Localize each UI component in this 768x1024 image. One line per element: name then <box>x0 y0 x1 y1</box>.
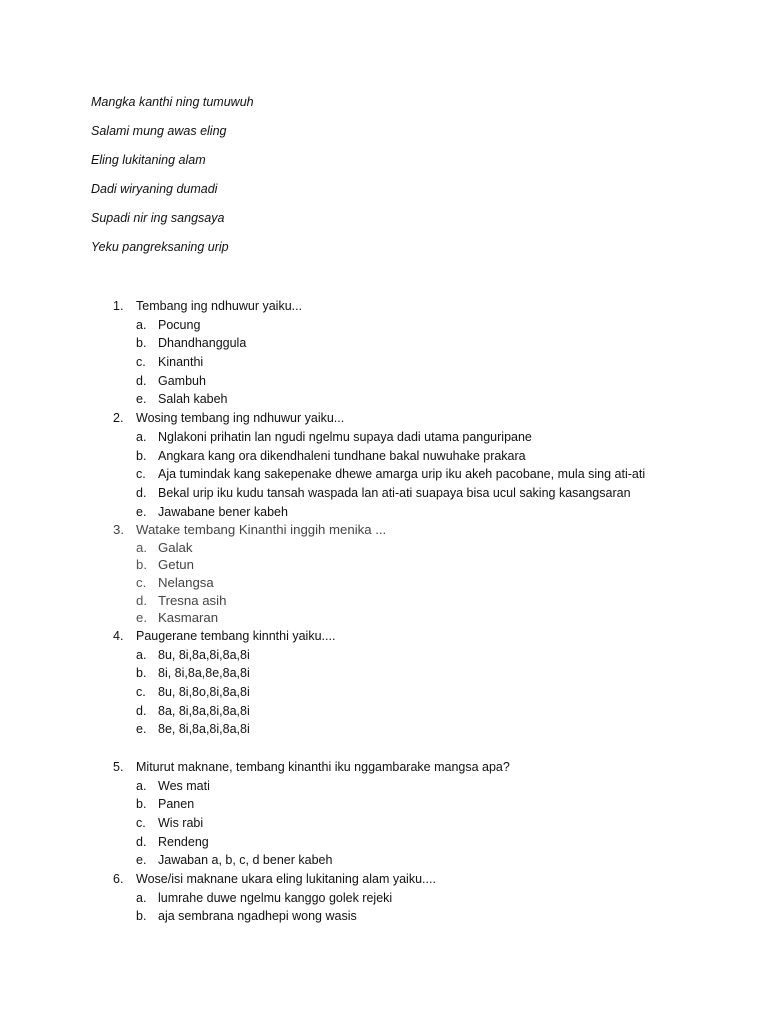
option-row <box>0 353 768 372</box>
option-row <box>0 664 768 683</box>
option-text: 8u, 8i,8a,8i,8a,8i <box>158 647 250 662</box>
option-text: Bekal urip iku kudu tansah waspada lan ati-ati suapaya bisa ucul saking kasangsaran <box>158 485 631 500</box>
option-text: Angkara kang ora dikendhaleni tundhane bakal nuwuhake prakara <box>158 448 526 463</box>
option-row <box>0 316 768 335</box>
question-list <box>0 297 768 926</box>
question-row <box>0 758 768 777</box>
question-text: Miturut maknane, tembang kinanthi iku nggambarake mangsa apa? <box>136 759 510 774</box>
option-letter: e. <box>136 392 147 407</box>
option-text: Kinanthi <box>158 355 204 370</box>
option-row <box>0 609 768 627</box>
question-6 <box>0 870 768 926</box>
question-row <box>0 521 768 539</box>
poem-line: Salami mung awas eling <box>91 124 227 138</box>
option-text: 8e, 8i,8a,8i,8a,8i <box>158 722 250 737</box>
question-row <box>0 409 768 428</box>
option-row <box>0 574 768 592</box>
option-row <box>0 484 768 503</box>
option-letter: d. <box>136 485 147 500</box>
option-row <box>0 907 768 926</box>
option-letter: b. <box>136 448 147 463</box>
option-letter: d. <box>136 373 147 388</box>
option-text: Aja tumindak kang sakepenake dhewe amarga urip iku akeh pacobane, mula sing ati-ati <box>158 467 646 482</box>
option-letter: c. <box>136 575 147 591</box>
option-letter: c. <box>136 467 146 482</box>
option-row <box>0 372 768 391</box>
option-text: Nglakoni prihatin lan ngudi ngelmu supaya dadi utama panguripane <box>158 429 532 444</box>
option-letter: b. <box>136 797 147 812</box>
option-letter: a. <box>136 778 147 793</box>
question-row <box>0 297 768 316</box>
option-letter: d. <box>136 703 147 718</box>
option-text: Rendeng <box>158 834 209 849</box>
option-row <box>0 720 768 739</box>
option-text: Wes mati <box>158 778 210 793</box>
option-letter: a. <box>136 429 147 444</box>
option-row <box>0 334 768 353</box>
question-number: 3. <box>113 522 124 538</box>
option-letter: e. <box>136 504 147 519</box>
option-text: Pocung <box>158 317 201 332</box>
option-text: Jawaban a, b, c, d bener kabeh <box>158 853 333 868</box>
option-text: Gambuh <box>158 373 206 388</box>
question-number: 5. <box>113 759 124 774</box>
poem-line: Mangka kanthi ning tumuwuh <box>91 95 254 109</box>
question-2 <box>0 409 768 521</box>
option-text: lumrahe duwe ngelmu kanggo golek rejeki <box>158 890 393 905</box>
question-text: Watake tembang Kinanthi inggih menika ... <box>136 522 387 538</box>
option-letter: e. <box>136 853 147 868</box>
question-row <box>0 870 768 889</box>
poem-line: Yeku pangreksaning urip <box>91 240 229 254</box>
option-text: Panen <box>158 797 195 812</box>
option-text: aja sembrana ngadhepi wong wasis <box>158 909 357 924</box>
question-text: Paugerane tembang kinnthi yaiku.... <box>136 628 336 643</box>
option-letter: a. <box>136 317 147 332</box>
question-row <box>0 627 768 646</box>
option-text: Galak <box>158 539 193 555</box>
question-text: Tembang ing ndhuwur yaiku... <box>136 299 303 313</box>
option-text: Jawabane bener kabeh <box>158 504 288 519</box>
option-letter: e. <box>136 610 147 626</box>
option-text: Kasmaran <box>158 610 219 626</box>
blank-line <box>0 739 768 758</box>
option-row <box>0 428 768 447</box>
question-number: 2. <box>113 411 124 426</box>
option-text: Tresna asih <box>158 592 227 608</box>
question-number: 6. <box>113 872 124 887</box>
option-row <box>0 833 768 852</box>
option-letter: c. <box>136 684 146 699</box>
option-row <box>0 390 768 409</box>
option-letter: c. <box>136 355 146 370</box>
option-row <box>0 646 768 665</box>
option-letter: b. <box>136 557 147 573</box>
option-letter: d. <box>136 834 147 849</box>
option-row <box>0 851 768 870</box>
option-text: 8a, 8i,8a,8i,8a,8i <box>158 703 250 718</box>
option-text: 8u, 8i,8o,8i,8a,8i <box>158 684 250 699</box>
question-text: Wosing tembang ing ndhuwur yaiku... <box>136 411 345 426</box>
option-text: Nelangsa <box>158 575 214 591</box>
question-number: 1. <box>113 299 124 313</box>
option-text: Wis rabi <box>158 816 204 830</box>
question-4 <box>0 627 768 739</box>
option-row <box>0 777 768 796</box>
option-row <box>0 683 768 702</box>
poem-line: Dadi wiryaning dumadi <box>91 182 218 196</box>
option-row <box>0 795 768 814</box>
option-letter: a. <box>136 890 147 905</box>
question-3 <box>0 521 768 627</box>
option-row <box>0 503 768 522</box>
option-row <box>0 592 768 610</box>
option-text: 8i, 8i,8a,8e,8a,8i <box>158 666 250 681</box>
option-row <box>0 465 768 484</box>
poem-line: Eling lukitaning alam <box>91 153 206 167</box>
poem-line: Supadi nir ing sangsaya <box>91 211 225 225</box>
option-text: Getun <box>158 557 194 573</box>
option-row <box>0 447 768 466</box>
option-row <box>0 814 768 833</box>
option-letter: b. <box>136 336 147 351</box>
poem-stanza <box>91 94 254 268</box>
option-letter: c. <box>136 816 146 830</box>
question-text: Wose/isi maknane ukara eling lukitaning alam yaiku.... <box>136 872 436 887</box>
question-number: 4. <box>113 628 124 643</box>
option-row <box>0 889 768 908</box>
option-text: Dhandhanggula <box>158 336 247 351</box>
option-letter: e. <box>136 722 147 737</box>
option-row <box>0 539 768 557</box>
question-1 <box>0 297 768 409</box>
option-letter: a. <box>136 539 147 555</box>
option-text: Salah kabeh <box>158 392 228 407</box>
option-letter: b. <box>136 666 147 681</box>
option-letter: b. <box>136 909 147 924</box>
option-letter: a. <box>136 647 147 662</box>
question-5 <box>0 758 768 870</box>
option-row <box>0 556 768 574</box>
option-letter: d. <box>136 592 147 608</box>
option-row <box>0 702 768 721</box>
